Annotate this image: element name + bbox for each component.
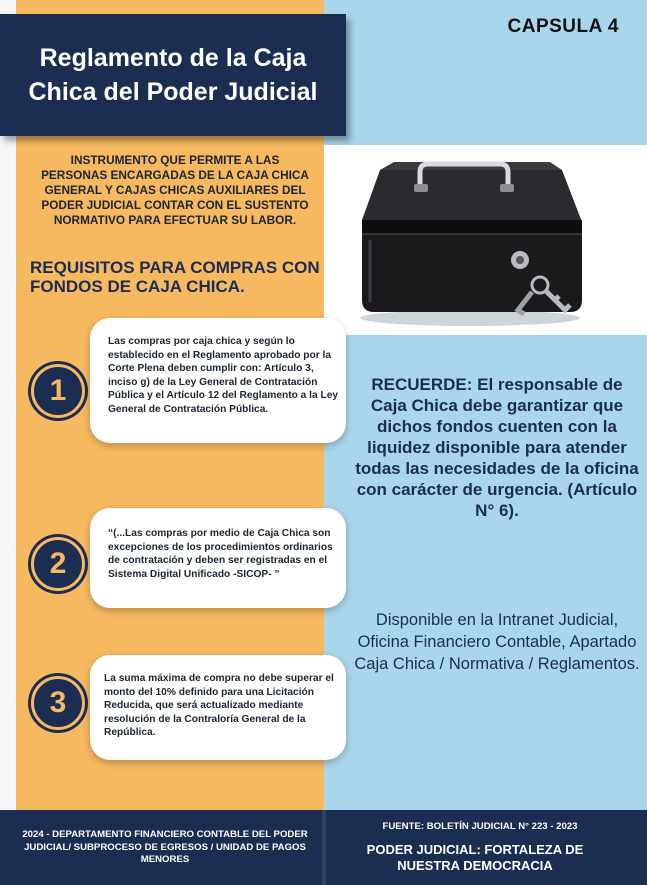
step-text-3: La suma máxima de compra no debe superar el monto del 10% definido para una Licitación Reducida, que será actualizado mediante resolución de la Contraloría General de la República.	[104, 673, 334, 738]
footer-divider	[322, 810, 326, 885]
availability-text: Disponible en la Intranet Judicial, Oficina Financiero Contable, Apartado Caja Chica / Normativa / Reglamentos.	[354, 611, 640, 673]
step-text-1: Las compras por caja chica y según lo establecido en el Reglamento aprobado por la Corte Plena deben cumplir con: Artículo 3, inciso g) de la Ley General de Contratación Pública y el Artículo 12 del Reglamento a la Ley General de Contratación Pública.	[108, 336, 339, 415]
step-number-2: 2	[31, 537, 85, 591]
cash-box-icon	[350, 150, 590, 330]
reminder-text: RECUERDE: El responsable de Caja Chica debe garantizar que dichos fondos cuenten con la liquidez disponible para atender todas las necesidades de la oficina con carácter de urgencia. (Artículo N° 6).	[355, 375, 639, 520]
footer-department: 2024 - DEPARTAMENTO FINANCIERO CONTABLE DEL PODER JUDICIAL/ SUBPROCESO DE EGRESOS / UNIDAD DE PAGOS MENORES	[22, 829, 308, 865]
capsule-label: CAPSULA 4	[507, 16, 619, 37]
footer-slogan: PODER JUDICIAL: FORTALEZA DE NUESTRA DEMOCRACIA	[366, 842, 584, 873]
step-number-3: 3	[31, 676, 85, 730]
page-title: Reglamento de la Caja Chica del Poder Judicial	[28, 44, 318, 106]
footer-source: FUENTE: BOLETÍN JUDICIAL N° 223 - 2023	[382, 821, 578, 832]
title-box	[0, 14, 346, 136]
requirements-title: REQUISITOS PARA COMPRAS CON FONDOS DE CAJA CHICA.	[30, 258, 320, 296]
step-text-2: “(...Las compras por medio de Caja Chica son excepciones de los procedimientos ordinarios de contratación y deben ser registradas en el Sistema Digital Unificado -SICOP- ”	[108, 528, 333, 580]
intro-text: INSTRUMENTO QUE PERMITE A LAS PERSONAS ENCARGADAS DE LA CAJA CHICA GENERAL Y CAJAS CHICAS AUXILIARES DEL PODER JUDICIAL CONTAR CON EL SUSTENTO NORMATIVO PARA EFECTUAR SU LABOR.	[41, 153, 309, 227]
step-number-1: 1	[31, 364, 85, 418]
